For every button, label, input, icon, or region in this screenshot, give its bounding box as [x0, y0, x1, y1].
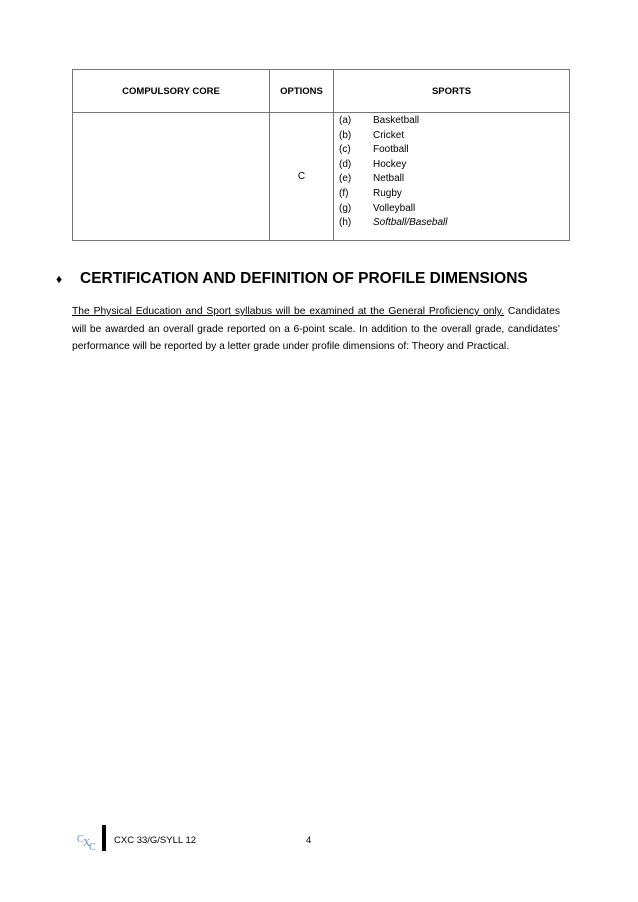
- sport-list-item: [339, 172, 569, 187]
- paragraph-underlined-text: The Physical Education and Sport syllabus will be examined at the General Proficiency only.: [72, 306, 505, 317]
- sport-letter: (e): [339, 173, 352, 185]
- sport-name: Netball: [373, 173, 405, 185]
- sport-name: Basketball: [373, 115, 420, 126]
- syllabus-code: CXC 33/G/SYLL 12: [114, 835, 197, 846]
- compulsory-core-cell: [73, 113, 270, 241]
- sport-list-item: [339, 202, 569, 217]
- sport-letter: (f): [339, 187, 349, 199]
- section-heading: CERTIFICATION AND DEFINITION OF PROFILE DIMENSIONS: [80, 270, 528, 287]
- sports-cell: [334, 113, 570, 241]
- section-heading-row: [56, 270, 528, 288]
- svg-text:C: C: [89, 842, 95, 851]
- sport-letter: (c): [339, 144, 351, 156]
- sport-letter: (b): [339, 129, 352, 141]
- sport-name: Volleyball: [373, 202, 416, 214]
- sport-name: Hockey: [373, 158, 407, 170]
- sport-list-item: [339, 114, 569, 129]
- sport-letter: (g): [339, 202, 352, 214]
- sports-options-table: [72, 69, 570, 241]
- sport-list-item: [339, 129, 569, 144]
- sport-letter: (d): [339, 158, 352, 170]
- sport-name: Cricket: [373, 129, 405, 141]
- sports-list: [334, 113, 569, 231]
- sport-name: Softball/Baseball: [373, 217, 448, 229]
- cxc-logo-icon: [77, 829, 99, 851]
- table-header-row: [73, 70, 570, 113]
- body-paragraph: [72, 303, 560, 356]
- option-cell: C: [270, 113, 334, 241]
- svg-text:C: C: [77, 834, 83, 845]
- sport-list-item: [339, 187, 569, 202]
- sport-name: Rugby: [373, 187, 402, 199]
- footer-divider-bar: [102, 825, 106, 851]
- diamond-bullet-icon: ♦: [56, 272, 63, 286]
- page-footer: [77, 825, 337, 853]
- sport-letter: (h): [339, 217, 352, 229]
- header-compulsory-core: COMPULSORY CORE: [73, 70, 270, 113]
- sport-name: Football: [373, 144, 409, 156]
- header-sports: SPORTS: [334, 70, 570, 113]
- header-options: OPTIONS: [270, 70, 334, 113]
- page-number: 4: [306, 835, 312, 846]
- svg-text:X: X: [83, 838, 90, 849]
- table-row: [73, 113, 570, 241]
- sport-letter: (a): [339, 115, 352, 126]
- sport-list-item: [339, 216, 569, 231]
- paragraph-text: Candidates will be awarded an overall grade reported on a 6-point scale. In addition to the overall grade, candidates’ performance will be reported by a letter grade under profile dimensions of: Theory and Practical.: [72, 306, 560, 353]
- sport-list-item: [339, 158, 569, 173]
- sport-list-item: [339, 143, 569, 158]
